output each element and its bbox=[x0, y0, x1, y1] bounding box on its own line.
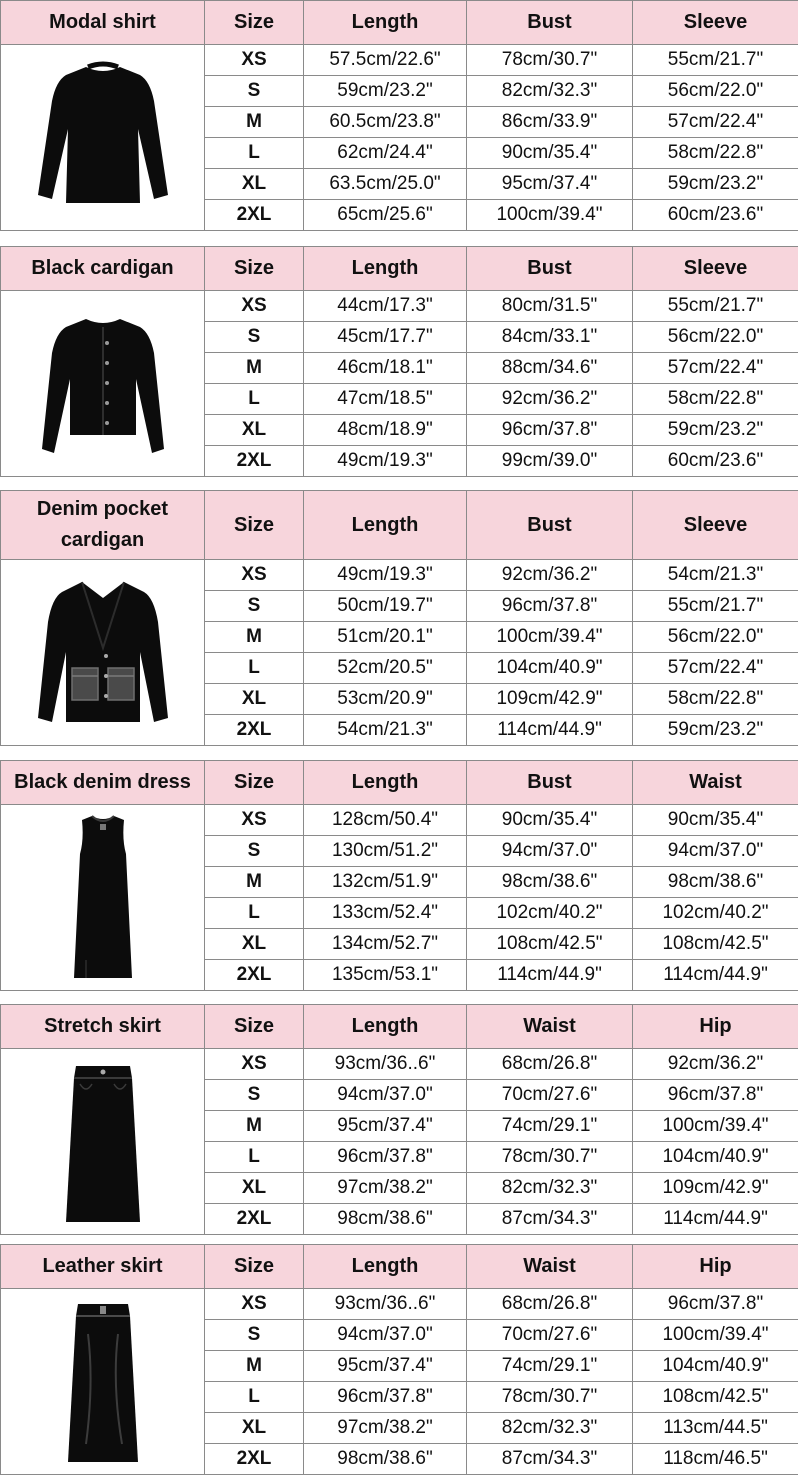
header-measure-4: Hip bbox=[633, 1245, 798, 1289]
size-table-stretch-skirt bbox=[0, 1004, 798, 1235]
measure-3-cell: 114cm/44.9" bbox=[467, 960, 633, 991]
size-cell: L bbox=[205, 138, 304, 169]
table-header-row bbox=[1, 1245, 798, 1289]
length-cell: 135cm/53.1" bbox=[304, 960, 467, 991]
measure-4-cell: 59cm/23.2" bbox=[633, 415, 798, 446]
measure-4-cell: 109cm/42.9" bbox=[633, 1173, 798, 1204]
size-cell: M bbox=[205, 867, 304, 898]
measure-3-cell: 68cm/26.8" bbox=[467, 1289, 633, 1320]
garment-name: Black cardigan bbox=[1, 247, 205, 291]
size-cell: XS bbox=[205, 291, 304, 322]
header-length: Length bbox=[304, 1245, 467, 1289]
size-cell: S bbox=[205, 1080, 304, 1111]
measure-4-cell: 108cm/42.5" bbox=[633, 1382, 798, 1413]
measure-4-cell: 100cm/39.4" bbox=[633, 1320, 798, 1351]
table-header-row bbox=[1, 491, 798, 560]
header-size: Size bbox=[205, 1005, 304, 1049]
garment-image bbox=[1, 560, 205, 746]
header-measure-3: Waist bbox=[467, 1245, 633, 1289]
size-cell: L bbox=[205, 898, 304, 929]
measure-3-cell: 108cm/42.5" bbox=[467, 929, 633, 960]
measure-4-cell: 55cm/21.7" bbox=[633, 45, 798, 76]
length-cell: 45cm/17.7" bbox=[304, 322, 467, 353]
garment-name: Black denim dress bbox=[1, 761, 205, 805]
size-cell: 2XL bbox=[205, 715, 304, 746]
length-cell: 50cm/19.7" bbox=[304, 591, 467, 622]
header-measure-3: Waist bbox=[467, 1005, 633, 1049]
table-row bbox=[1, 805, 798, 836]
size-cell: L bbox=[205, 1382, 304, 1413]
size-cell: 2XL bbox=[205, 1444, 304, 1475]
header-measure-4: Waist bbox=[633, 761, 798, 805]
garment-image bbox=[1, 291, 205, 477]
size-cell: XS bbox=[205, 45, 304, 76]
length-cell: 95cm/37.4" bbox=[304, 1351, 467, 1382]
measure-4-cell: 57cm/22.4" bbox=[633, 653, 798, 684]
measure-3-cell: 90cm/35.4" bbox=[467, 138, 633, 169]
size-cell: L bbox=[205, 384, 304, 415]
measure-3-cell: 82cm/32.3" bbox=[467, 1413, 633, 1444]
size-cell: S bbox=[205, 76, 304, 107]
length-cell: 128cm/50.4" bbox=[304, 805, 467, 836]
measure-3-cell: 84cm/33.1" bbox=[467, 322, 633, 353]
measure-4-cell: 104cm/40.9" bbox=[633, 1351, 798, 1382]
measure-4-cell: 113cm/44.5" bbox=[633, 1413, 798, 1444]
size-cell: L bbox=[205, 653, 304, 684]
garment-image bbox=[1, 45, 205, 231]
measure-3-cell: 80cm/31.5" bbox=[467, 291, 633, 322]
header-measure-4: Sleeve bbox=[633, 491, 798, 560]
header-measure-3: Bust bbox=[467, 761, 633, 805]
size-cell: XS bbox=[205, 560, 304, 591]
size-cell: 2XL bbox=[205, 200, 304, 231]
measure-3-cell: 78cm/30.7" bbox=[467, 1142, 633, 1173]
length-cell: 98cm/38.6" bbox=[304, 1204, 467, 1235]
length-cell: 65cm/25.6" bbox=[304, 200, 467, 231]
measure-4-cell: 90cm/35.4" bbox=[633, 805, 798, 836]
length-cell: 49cm/19.3" bbox=[304, 446, 467, 477]
header-size: Size bbox=[205, 1245, 304, 1289]
length-cell: 95cm/37.4" bbox=[304, 1111, 467, 1142]
garment-image bbox=[1, 1289, 205, 1475]
measure-3-cell: 78cm/30.7" bbox=[467, 1382, 633, 1413]
measure-3-cell: 96cm/37.8" bbox=[467, 415, 633, 446]
measure-3-cell: 88cm/34.6" bbox=[467, 353, 633, 384]
size-cell: S bbox=[205, 836, 304, 867]
size-cell: XL bbox=[205, 1413, 304, 1444]
measure-4-cell: 55cm/21.7" bbox=[633, 591, 798, 622]
table-row bbox=[1, 291, 798, 322]
measure-4-cell: 55cm/21.7" bbox=[633, 291, 798, 322]
measure-3-cell: 109cm/42.9" bbox=[467, 684, 633, 715]
size-cell: XL bbox=[205, 415, 304, 446]
length-cell: 93cm/36..6" bbox=[304, 1289, 467, 1320]
measure-4-cell: 92cm/36.2" bbox=[633, 1049, 798, 1080]
length-cell: 46cm/18.1" bbox=[304, 353, 467, 384]
size-table-black-cardigan bbox=[0, 246, 798, 477]
size-table-modal-shirt bbox=[0, 0, 798, 231]
size-cell: S bbox=[205, 1320, 304, 1351]
measure-3-cell: 99cm/39.0" bbox=[467, 446, 633, 477]
length-cell: 132cm/51.9" bbox=[304, 867, 467, 898]
header-size: Size bbox=[205, 761, 304, 805]
measure-3-cell: 74cm/29.1" bbox=[467, 1351, 633, 1382]
garment-name: Stretch skirt bbox=[1, 1005, 205, 1049]
garment-name: Denim pocket cardigan bbox=[1, 491, 205, 560]
size-cell: M bbox=[205, 107, 304, 138]
header-measure-3: Bust bbox=[467, 247, 633, 291]
header-length: Length bbox=[304, 1005, 467, 1049]
size-cell: M bbox=[205, 622, 304, 653]
length-cell: 96cm/37.8" bbox=[304, 1142, 467, 1173]
length-cell: 97cm/38.2" bbox=[304, 1413, 467, 1444]
garment-name: Leather skirt bbox=[1, 1245, 205, 1289]
length-cell: 133cm/52.4" bbox=[304, 898, 467, 929]
measure-3-cell: 100cm/39.4" bbox=[467, 200, 633, 231]
length-cell: 60.5cm/23.8" bbox=[304, 107, 467, 138]
length-cell: 97cm/38.2" bbox=[304, 1173, 467, 1204]
table-header-row bbox=[1, 1, 798, 45]
size-cell: XL bbox=[205, 684, 304, 715]
size-table-black-denim-dress bbox=[0, 760, 798, 991]
measure-3-cell: 82cm/32.3" bbox=[467, 76, 633, 107]
measure-3-cell: 87cm/34.3" bbox=[467, 1204, 633, 1235]
size-cell: S bbox=[205, 591, 304, 622]
length-cell: 59cm/23.2" bbox=[304, 76, 467, 107]
size-cell: XS bbox=[205, 805, 304, 836]
measure-4-cell: 54cm/21.3" bbox=[633, 560, 798, 591]
measure-4-cell: 58cm/22.8" bbox=[633, 384, 798, 415]
measure-3-cell: 70cm/27.6" bbox=[467, 1080, 633, 1111]
measure-4-cell: 59cm/23.2" bbox=[633, 169, 798, 200]
measure-4-cell: 58cm/22.8" bbox=[633, 684, 798, 715]
size-cell: L bbox=[205, 1142, 304, 1173]
measure-3-cell: 86cm/33.9" bbox=[467, 107, 633, 138]
measure-4-cell: 114cm/44.9" bbox=[633, 960, 798, 991]
length-cell: 134cm/52.7" bbox=[304, 929, 467, 960]
header-size: Size bbox=[205, 491, 304, 560]
garment-name: Modal shirt bbox=[1, 1, 205, 45]
length-cell: 57.5cm/22.6" bbox=[304, 45, 467, 76]
size-cell: 2XL bbox=[205, 960, 304, 991]
garment-image bbox=[1, 1049, 205, 1235]
size-cell: 2XL bbox=[205, 446, 304, 477]
measure-3-cell: 114cm/44.9" bbox=[467, 715, 633, 746]
measure-4-cell: 100cm/39.4" bbox=[633, 1111, 798, 1142]
size-table-denim-pocket-cardigan bbox=[0, 490, 798, 746]
header-length: Length bbox=[304, 761, 467, 805]
table-header-row bbox=[1, 761, 798, 805]
size-cell: XS bbox=[205, 1049, 304, 1080]
length-cell: 63.5cm/25.0" bbox=[304, 169, 467, 200]
length-cell: 53cm/20.9" bbox=[304, 684, 467, 715]
size-cell: XL bbox=[205, 169, 304, 200]
size-cell: M bbox=[205, 353, 304, 384]
measure-4-cell: 56cm/22.0" bbox=[633, 322, 798, 353]
size-cell: XL bbox=[205, 1173, 304, 1204]
measure-4-cell: 96cm/37.8" bbox=[633, 1289, 798, 1320]
table-header-row bbox=[1, 1005, 798, 1049]
measure-4-cell: 108cm/42.5" bbox=[633, 929, 798, 960]
measure-4-cell: 96cm/37.8" bbox=[633, 1080, 798, 1111]
size-cell: XL bbox=[205, 929, 304, 960]
size-cell: M bbox=[205, 1351, 304, 1382]
leather-skirt-icon bbox=[28, 1294, 178, 1470]
measure-3-cell: 104cm/40.9" bbox=[467, 653, 633, 684]
measure-4-cell: 94cm/37.0" bbox=[633, 836, 798, 867]
measure-3-cell: 95cm/37.4" bbox=[467, 169, 633, 200]
measure-3-cell: 100cm/39.4" bbox=[467, 622, 633, 653]
length-cell: 94cm/37.0" bbox=[304, 1320, 467, 1351]
measure-4-cell: 98cm/38.6" bbox=[633, 867, 798, 898]
measure-3-cell: 82cm/32.3" bbox=[467, 1173, 633, 1204]
length-cell: 93cm/36..6" bbox=[304, 1049, 467, 1080]
header-measure-3: Bust bbox=[467, 491, 633, 560]
measure-3-cell: 87cm/34.3" bbox=[467, 1444, 633, 1475]
size-cell: M bbox=[205, 1111, 304, 1142]
measure-4-cell: 104cm/40.9" bbox=[633, 1142, 798, 1173]
header-measure-4: Sleeve bbox=[633, 1, 798, 45]
table-header-row bbox=[1, 247, 798, 291]
measure-3-cell: 92cm/36.2" bbox=[467, 560, 633, 591]
measure-3-cell: 98cm/38.6" bbox=[467, 867, 633, 898]
size-cell: S bbox=[205, 322, 304, 353]
measure-4-cell: 57cm/22.4" bbox=[633, 353, 798, 384]
length-cell: 130cm/51.2" bbox=[304, 836, 467, 867]
measure-4-cell: 57cm/22.4" bbox=[633, 107, 798, 138]
measure-3-cell: 70cm/27.6" bbox=[467, 1320, 633, 1351]
length-cell: 52cm/20.5" bbox=[304, 653, 467, 684]
measure-3-cell: 96cm/37.8" bbox=[467, 591, 633, 622]
midi-skirt-icon bbox=[28, 1054, 178, 1230]
header-size: Size bbox=[205, 1, 304, 45]
header-length: Length bbox=[304, 1, 467, 45]
length-cell: 47cm/18.5" bbox=[304, 384, 467, 415]
table-row bbox=[1, 1049, 798, 1080]
table-row bbox=[1, 45, 798, 76]
measure-4-cell: 102cm/40.2" bbox=[633, 898, 798, 929]
length-cell: 96cm/37.8" bbox=[304, 1382, 467, 1413]
measure-4-cell: 59cm/23.2" bbox=[633, 715, 798, 746]
measure-4-cell: 58cm/22.8" bbox=[633, 138, 798, 169]
table-row bbox=[1, 1289, 798, 1320]
length-cell: 98cm/38.6" bbox=[304, 1444, 467, 1475]
header-measure-3: Bust bbox=[467, 1, 633, 45]
measure-4-cell: 60cm/23.6" bbox=[633, 446, 798, 477]
header-measure-4: Sleeve bbox=[633, 247, 798, 291]
measure-4-cell: 60cm/23.6" bbox=[633, 200, 798, 231]
header-length: Length bbox=[304, 247, 467, 291]
header-size: Size bbox=[205, 247, 304, 291]
table-row bbox=[1, 560, 798, 591]
length-cell: 62cm/24.4" bbox=[304, 138, 467, 169]
header-length: Length bbox=[304, 491, 467, 560]
pocket-cardigan-icon bbox=[28, 568, 178, 738]
length-cell: 44cm/17.3" bbox=[304, 291, 467, 322]
measure-3-cell: 78cm/30.7" bbox=[467, 45, 633, 76]
measure-4-cell: 118cm/46.5" bbox=[633, 1444, 798, 1475]
sleeveless-dress-icon bbox=[28, 810, 178, 986]
long-sleeve-shirt-icon bbox=[28, 53, 178, 223]
measure-3-cell: 90cm/35.4" bbox=[467, 805, 633, 836]
size-cell: 2XL bbox=[205, 1204, 304, 1235]
garment-image bbox=[1, 805, 205, 991]
length-cell: 54cm/21.3" bbox=[304, 715, 467, 746]
length-cell: 94cm/37.0" bbox=[304, 1080, 467, 1111]
measure-3-cell: 102cm/40.2" bbox=[467, 898, 633, 929]
size-table-leather-skirt bbox=[0, 1244, 798, 1475]
measure-4-cell: 56cm/22.0" bbox=[633, 622, 798, 653]
cardigan-icon bbox=[28, 299, 178, 469]
measure-3-cell: 68cm/26.8" bbox=[467, 1049, 633, 1080]
measure-3-cell: 94cm/37.0" bbox=[467, 836, 633, 867]
measure-4-cell: 56cm/22.0" bbox=[633, 76, 798, 107]
measure-3-cell: 92cm/36.2" bbox=[467, 384, 633, 415]
length-cell: 51cm/20.1" bbox=[304, 622, 467, 653]
size-cell: XS bbox=[205, 1289, 304, 1320]
length-cell: 48cm/18.9" bbox=[304, 415, 467, 446]
header-measure-4: Hip bbox=[633, 1005, 798, 1049]
measure-3-cell: 74cm/29.1" bbox=[467, 1111, 633, 1142]
length-cell: 49cm/19.3" bbox=[304, 560, 467, 591]
measure-4-cell: 114cm/44.9" bbox=[633, 1204, 798, 1235]
